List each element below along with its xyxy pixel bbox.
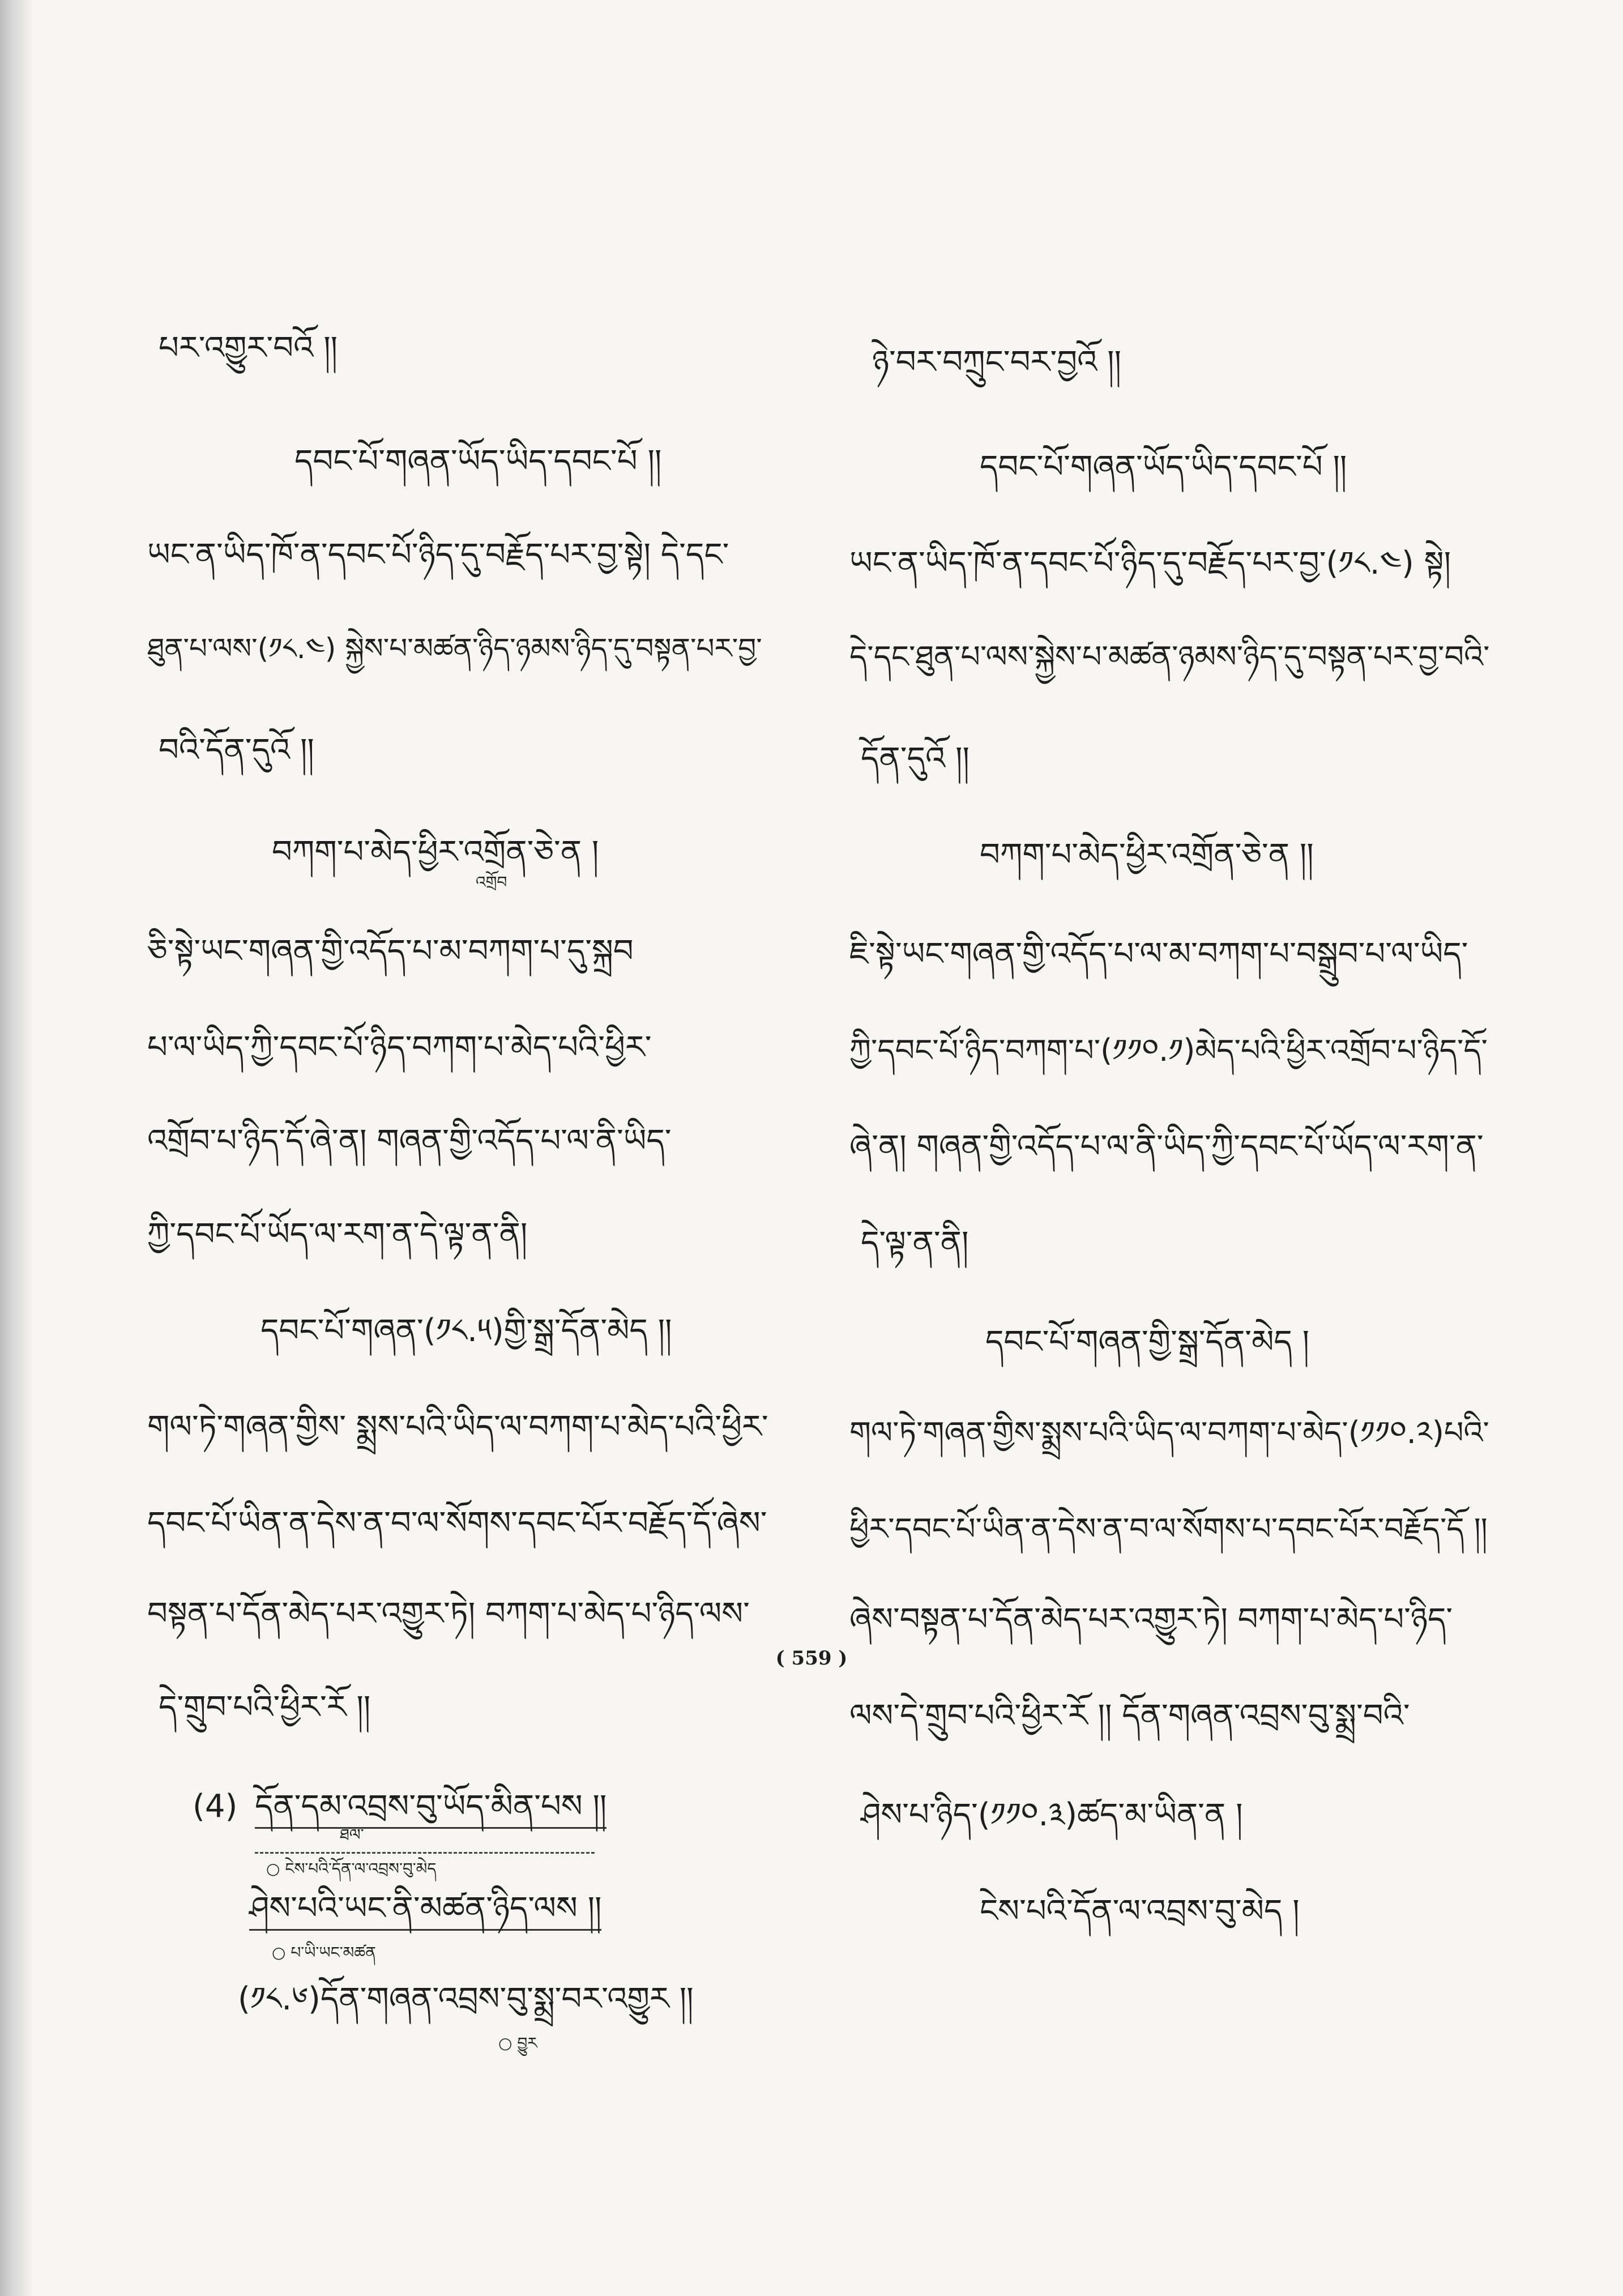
text-line: ཅི་སྟེ་ཡང་གཞན་གྱི་འདོད་པ་མ་བཀག་པ་དུ་སྐྲབ <box>147 933 634 970</box>
text-line: དོན་དུའོ །། <box>861 740 969 777</box>
verse-line <box>255 1784 607 1829</box>
section-heading: དབང་པོ་གཞན་(༡༨.༥)གྱི་སྒྲ་དོན་མེད །། <box>260 1312 672 1349</box>
section-heading: དབང་པོ་གཞན་ཡོད་ཡིད་དབང་པོ །། <box>294 443 662 480</box>
text-line: འགྲོབ་པ་ཉིད་དོ་ཞེ་ན། གཞན་གྱི་འདོད་པ་ལ་ནི་ཡིད་ <box>147 1123 672 1159</box>
text-line: དེ་དང་ཐུན་པ་ལས་སྐྱེས་པ་མཚན་ཉམས་ཉིད་དུ་བསྟན་པར་བྱ་བའི་ <box>849 639 1490 675</box>
text-line: ཀྱི་དབང་པོ་ཉིད་བཀག་པ་(༡༡༠.༡)མེད་པའི་ཕྱིར་འགྲོབ་པ་ཉིད་དོ་ <box>849 1032 1488 1068</box>
text-line: བའི་དོན་དུའོ །། <box>159 732 314 769</box>
dashed-rule <box>255 1852 595 1854</box>
section-heading: ངེས་པའི་དོན་ལ་འབྲས་བུ་མེད ། <box>980 1893 1300 1930</box>
text-line: ཤེས་པ་ཉིད་(༡༡༠.༣)ཚད་མ་ཡིན་ན ། <box>861 1796 1243 1833</box>
text-line: གལ་ཏེ་གཞན་གྱིས་སྨྲས་པའི་ཡིད་ལ་བཀག་པ་མེད་(༡༡༠.༢)པའི་ <box>849 1415 1489 1450</box>
verse-line <box>249 1886 601 1931</box>
text-line: བསྟན་པ་དོན་མེད་པར་འགྱུར་ཏེ། བཀག་པ་མེད་པ་ཉིད་ལས་ <box>147 1595 750 1632</box>
text-line: དེ་ལྟ་ན་ནི། <box>861 1224 969 1261</box>
text-line: པ་ལ་ཡིད་ཀྱི་དབང་པོ་ཉིད་བཀག་པ་མེད་པའི་ཕྱིར་ <box>147 1029 652 1066</box>
text-line: ཇི་སྟེ་ཡང་གཞན་གྱི་འདོད་པ་ལ་མ་བཀག་པ་བསྒྲུབ་པ་ལ་ཡིད་ <box>849 936 1468 972</box>
text-line: པར་འགྱུར་བའོ །། <box>159 330 338 366</box>
text-line: ཕྱིར་དབང་པོ་ཡིན་ན་དེས་ན་བ་ལ་སོགས་པ་དབང་པོར་བརྗོད་དོ །། <box>849 1511 1488 1547</box>
section-heading: དབང་པོ་གཞན་ཡོད་ཡིད་དབང་པོ །། <box>980 449 1347 485</box>
text-line: ཀྱི་དབང་པོ་ཡོད་ལ་རག་ན་དེ་ལྟ་ན་ནི། <box>147 1216 528 1253</box>
interlinear-note: ཐལ་ <box>340 1825 364 1844</box>
verse-line-text: ཤེས་པའི་ཡང་ནི་མཚན་ཉིད་ལས །། <box>249 1890 601 1931</box>
interlinear-note: ○ བྱུར <box>498 2034 537 2052</box>
text-line: ཞེ་ན། གཞན་གྱི་འདོད་པ་ལ་ནི་ཡིད་ཀྱི་དབང་པོ་ཡོད་ལ་རག་ན་ <box>849 1128 1484 1165</box>
text-line: ལས་དེ་གྲུབ་པའི་ཕྱིར་རོ །། དོན་གཞན་འབྲས་བུ་སྨྲ་བའི་ <box>849 1697 1410 1734</box>
section-heading: བཀག་པ་མེད་ཕྱིར་འགྲོན་ཅེ་ན །། <box>980 837 1314 873</box>
text-line: གལ་ཏེ་གཞན་གྱིས་ སྨྲས་པའི་ཡིད་ལ་བཀག་པ་མེད་པའི་ཕྱིར་ <box>147 1409 768 1445</box>
verse-line-text: དོན་དམ་འབྲས་བུ་ཡོད་མིན་པས །། <box>255 1788 607 1829</box>
interlinear-note: ○ པ་ཡི་ཡང་མཚན <box>272 1943 376 1962</box>
page-number: ( 559 ) <box>775 1647 848 1670</box>
text-line: དབང་པོ་ཡིན་ན་དེས་ན་བ་ལ་སོགས་དབང་པོར་བརྗོད་དོ་ཞེས་ <box>147 1505 767 1542</box>
binding-shadow <box>0 0 34 2296</box>
text-line: ཞེས་བསྟན་པ་དོན་མེད་པར་འགྱུར་ཏེ། བཀག་པ་མེད་པ་ཉིད་ <box>849 1601 1453 1638</box>
interlinear-note: ○ ངེས་པའི་དོན་ལ་འབྲས་བུ་མེད <box>266 1859 437 1878</box>
interlinear-note: འགྲོབ <box>476 873 507 891</box>
section-heading: བཀག་པ་མེད་ཕྱིར་འགྲོན་ཅེ་ན ། <box>272 834 599 870</box>
verse-number: (4) <box>193 1788 238 1825</box>
text-line: ཐུན་པ་ལས་(༡༨.༤) སྐྱེས་པ་མཚན་ཉིད་ཉམས་ཉིད་དུ་བསྟན་པར་བྱ་ <box>147 632 762 665</box>
text-line: ཡང་ན་ཡིད་ཁོ་ན་དབང་པོ་ཉིད་དུ་བརྗོད་པར་བྱ་སྟེ། དེ་དང་ <box>147 536 729 573</box>
text-line: དེ་གྲུབ་པའི་ཕྱིར་རོ །། <box>159 1689 371 1726</box>
verse-line: (༡༨.༦)དོན་གཞན་འབྲས་བུ་སྨྲ་བར་འགྱུར །། <box>238 1981 694 2017</box>
section-heading: དབང་པོ་གཞན་གྱི་སྒྲ་དོན་མེད ། <box>985 1324 1310 1360</box>
text-line: ཡང་ན་ཡིད་ཁོ་ན་དབང་པོ་ཉིད་དུ་བརྗོད་པར་བྱ་(༡༨.༤) སྟེ། <box>849 545 1451 582</box>
text-line: ཉེ་བར་བཀྲུང་བར་བྱའོ །། <box>872 344 1122 381</box>
